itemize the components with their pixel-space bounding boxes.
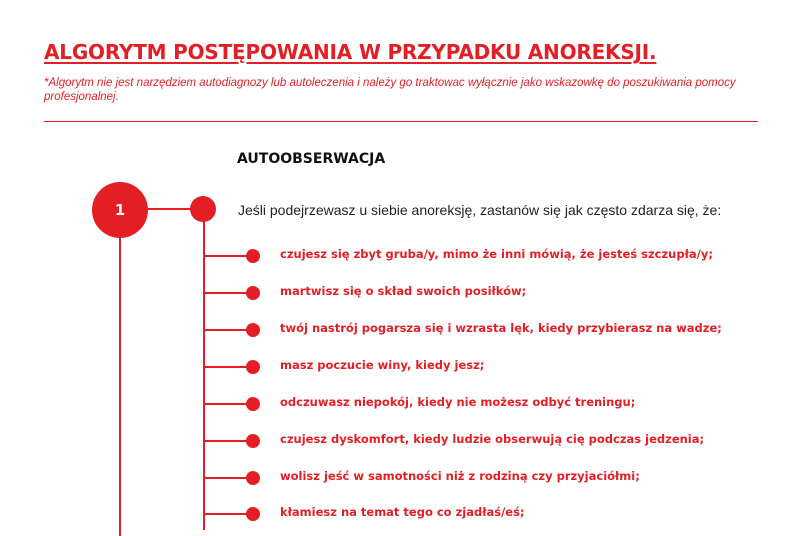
step-to-intro-connector: [146, 208, 194, 210]
section-heading: AUTOOBSERWACJA: [237, 151, 386, 167]
list-item-text: czujesz dyskomfort, kiedy ludzie obserwują cię podczas jedzenia;: [280, 432, 705, 446]
branch-line: [204, 477, 252, 479]
bullet-dot-icon: [246, 323, 260, 337]
intro-bullet-icon: [190, 196, 216, 222]
list-item-text: kłamiesz na temat tego co zjadłaś/eś;: [280, 505, 525, 519]
list-item: [0, 429, 800, 453]
bullet-dot-icon: [246, 507, 260, 521]
branch-line: [204, 292, 252, 294]
list-item: [0, 392, 800, 416]
list-item: [0, 466, 800, 490]
list-item-text: masz poczucie winy, kiedy jesz;: [280, 358, 485, 372]
bullet-dot-icon: [246, 286, 260, 300]
list-item-text: martwisz się o skład swoich posiłków;: [280, 284, 527, 298]
list-item: [0, 244, 800, 268]
bullet-dot-icon: [246, 471, 260, 485]
list-item-text: czujesz się zbyt gruba/y, mimo że inni mówią, że jesteś szczupła/y;: [280, 247, 713, 261]
branch-line: [204, 255, 252, 257]
header-divider: [44, 121, 758, 122]
disclaimer-note: *Algorytm nie jest narzędziem autodiagnozy lub autoleczenia i należy go traktowac wyłącznie jako wskazowkę do poszukiwania pomocy profesjonalnej.: [44, 77, 736, 103]
page-title: ALGORYTM POSTĘPOWANIA W PRZYPADKU ANOREKSJI.: [44, 40, 657, 64]
branch-line: [204, 403, 252, 405]
branch-line: [204, 329, 252, 331]
intro-text: Jeśli podejrzewasz u siebie anoreksję, zastanów się jak często zdarza się, że:: [238, 202, 722, 218]
list-item: [0, 502, 800, 526]
list-item-text: twój nastrój pogarsza się i wzrasta lęk, kiedy przybierasz na wadze;: [280, 321, 722, 335]
step-number-badge: [92, 182, 148, 238]
bullet-dot-icon: [246, 249, 260, 263]
branch-line: [204, 366, 252, 368]
list-item: [0, 355, 800, 379]
list-item: [0, 318, 800, 342]
list-item-text: wolisz jeść w samotności niż z rodziną czy przyjaciółmi;: [280, 469, 640, 483]
branch-line: [204, 513, 252, 515]
bullet-dot-icon: [246, 397, 260, 411]
list-item: [0, 281, 800, 305]
list-item-text: odczuwasz niepokój, kiedy nie możesz odbyć treningu;: [280, 395, 636, 409]
step-number: 1: [114, 201, 126, 219]
branch-line: [204, 440, 252, 442]
bullet-dot-icon: [246, 360, 260, 374]
bullet-dot-icon: [246, 434, 260, 448]
